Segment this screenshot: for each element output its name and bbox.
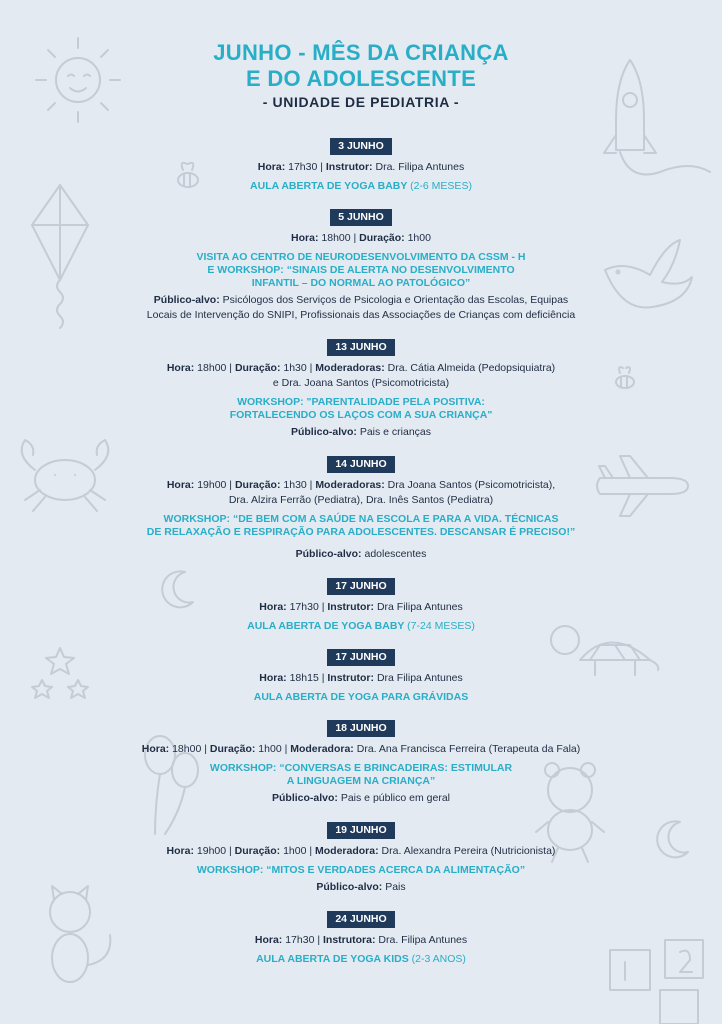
event-info-continued: Dra. Alzira Ferrão (Pediatra), Dra. Inês Santos (Pediatra) [228,494,494,506]
event-title [0,953,722,966]
info-value: 18h00 [172,743,202,755]
info-label: Moderadora: [315,845,379,857]
event-title-line: FORTALECENDO OS LAÇOS COM A SUA CRIANÇA" [229,409,493,421]
event-info: Hora: 18h00 | Duração: 1h00 [291,232,431,244]
info-label: Moderadoras: [315,479,385,491]
event-title-text: AULA ABERTA DE YOGA BABY [247,620,405,632]
page-subtitle: - UNIDADE DE PEDIATRIA - [262,94,460,110]
info-value: 1h00 [407,232,431,244]
info-label: Instrutor: [327,672,375,684]
event-title-line: WORKSHOP: “DE BEM COM A SAÚDE NA ESCOLA E PARA A VIDA. TÉCNICAS [163,513,559,525]
event-title-suffix: (2-6 MESES) [410,180,472,192]
event-title [0,620,722,633]
audience-label: Público-alvo: [295,548,362,560]
info-value: 18h00 [197,362,227,374]
info-value: Dra Joana Santos (Psicomotricista), [387,479,556,491]
event-title [0,396,722,422]
audience-label: Público-alvo: [316,881,383,893]
info-label: Hora: [166,479,195,491]
event-date-badge: 17 JUNHO [327,649,394,666]
event-audience [0,293,722,308]
event-title-line: WORKSHOP: “MITOS E VERDADES ACERCA DA ALIMENTAÇÃO” [196,864,526,876]
info-label: Hora: [141,743,170,755]
title-line-2: E DO ADOLESCENTE [245,66,477,91]
info-value: Dra Filipa Antunes [376,672,463,684]
event-date-badge: 13 JUNHO [327,339,394,356]
event-audience [0,880,722,895]
info-value: Dra. Filipa Antunes [375,161,465,173]
event-info: Hora: 17h30 | Instrutor: Dra Filipa Antunes [259,601,463,613]
event-title-text: AULA ABERTA DE YOGA BABY [250,180,408,192]
event-title-suffix: (2-3 ANOS) [411,953,466,965]
event-date-badge: 24 JUNHO [327,911,394,928]
audience-value: adolescentes [364,548,427,560]
event-title-line: DE RELAXAÇÃO E RESPIRAÇÃO PARA ADOLESCENTES. DESCANSAR É PRECISO!” [146,526,576,538]
info-value: 17h30 [289,601,319,613]
info-value: 1h30 [283,479,307,491]
event-title [0,251,722,290]
event-info: Hora: 18h15 | Instrutor: Dra Filipa Antunes [259,672,463,684]
info-value: 18h15 [289,672,319,684]
event-info: Hora: 17h30 | Instrutor: Dra. Filipa Antunes [257,161,465,173]
event-title-line: WORKSHOP: “CONVERSAS E BRINCADEIRAS: ESTIMULAR [209,762,513,774]
event-date-badge: 14 JUNHO [327,456,394,473]
event-title-line: WORKSHOP: "PARENTALIDADE PELA POSITIVA: [237,396,485,408]
info-label: Hora: [257,161,286,173]
event-date-badge: 19 JUNHO [327,822,394,839]
event-title [0,691,722,704]
audience-value: Pais [385,881,406,893]
events-list [0,136,722,966]
info-value: 17h30 [288,161,318,173]
event-title [0,180,722,193]
event-title-line: E WORKSHOP: “SINAIS DE ALERTA NO DESENVOLVIMENTO [207,264,515,276]
info-value: Dra. Ana Francisca Ferreira (Terapeuta da Fala) [356,743,581,755]
event-title [0,864,722,877]
info-label: Duração: [234,845,281,857]
info-value: Dra Filipa Antunes [376,601,463,613]
event-date-badge: 3 JUNHO [330,138,392,155]
info-label: Instrutor: [327,601,375,613]
info-label: Hora: [254,934,283,946]
audience-value: Pais e crianças [359,426,432,438]
event-audience [0,791,722,806]
info-label: Duração: [234,362,281,374]
audience-value: Pais e público em geral [340,792,450,804]
event-title [0,762,722,788]
event-item [0,337,722,440]
event-item [0,136,722,193]
info-label: Hora: [291,232,319,244]
info-value: Dra. Filipa Antunes [378,934,468,946]
info-value: 19h00 [196,845,227,857]
event-audience-continued: Locais de Intervenção do SNIPI, Profissionais das Associações de Crianças com deficiência [146,309,576,321]
event-info: Hora: 18h00 | Duração: 1h00 | Moderadora: Dra. Ana Francisca Ferreira (Terapeuta da Fala) [141,743,581,755]
info-label: Duração: [209,743,256,755]
event-date-badge: 5 JUNHO [330,209,392,226]
info-value: 1h00 [283,845,307,857]
info-label: Instrutor: [325,161,373,173]
event-date-badge: 17 JUNHO [327,578,394,595]
event-audience [0,425,722,440]
info-label: Duração: [359,232,405,244]
event-item [0,647,722,704]
info-label: Hora: [259,601,287,613]
event-date-badge: 18 JUNHO [327,720,394,737]
event-title-line: VISITA AO CENTRO DE NEURODESENVOLVIMENTO DA CSSM - H [196,251,526,263]
event-title-text: AULA ABERTA DE YOGA KIDS [256,953,409,965]
info-value: 17h30 [285,934,315,946]
audience-label: Público-alvo: [271,792,338,804]
event-item [0,909,722,966]
audience-label: Público-alvo: [290,426,357,438]
event-audience [0,547,722,562]
event-info-continued: e Dra. Joana Santos (Psicomotricista) [272,377,450,389]
info-value: 19h00 [197,479,227,491]
info-label: Hora: [259,672,287,684]
info-label: Duração: [234,479,281,491]
info-label: Hora: [166,845,194,857]
event-item [0,207,722,323]
event-item [0,820,722,895]
info-label: Moderadoras: [315,362,385,374]
event-title-text: AULA ABERTA DE YOGA PARA GRÁVIDAS [253,691,469,703]
event-item [0,576,722,633]
event-item [0,454,722,562]
event-title [0,513,722,539]
audience-value: Psicólogos dos Serviços de Psicologia e Orientação das Escolas, Equipas [222,294,569,306]
event-title-line: INFANTIL – DO NORMAL AO PATOLÓGICO” [251,277,471,289]
event-info: Hora: 19h00 | Duração: 1h30 | Moderadoras: Dra Joana Santos (Psicomotricista), [166,479,556,491]
page-title [0,0,722,92]
info-value: Dra. Cátia Almeida (Pedopsiquiatra) [387,362,556,374]
info-label: Hora: [166,362,195,374]
info-value: 18h00 [321,232,351,244]
info-value: 1h00 [258,743,282,755]
info-value: Dra. Alexandra Pereira (Nutricionista) [381,845,556,857]
event-title-suffix: (7-24 MESES) [407,620,475,632]
event-item [0,718,722,806]
event-info: Hora: 19h00 | Duração: 1h00 | Moderadora: Dra. Alexandra Pereira (Nutricionista) [166,845,556,857]
event-info: Hora: 17h30 | Instrutora: Dra. Filipa Antunes [254,934,468,946]
event-title-line: A LINGUAGEM NA CRIANÇA” [286,775,436,787]
info-label: Moderadora: [290,743,354,755]
info-value: 1h30 [283,362,307,374]
info-label: Instrutora: [322,934,376,946]
audience-label: Público-alvo: [153,294,220,306]
event-info: Hora: 18h00 | Duração: 1h30 | Moderadoras: Dra. Cátia Almeida (Pedopsiquiatra) [166,362,556,374]
title-line-1: JUNHO - MÊS DA CRIANÇA [213,40,509,65]
